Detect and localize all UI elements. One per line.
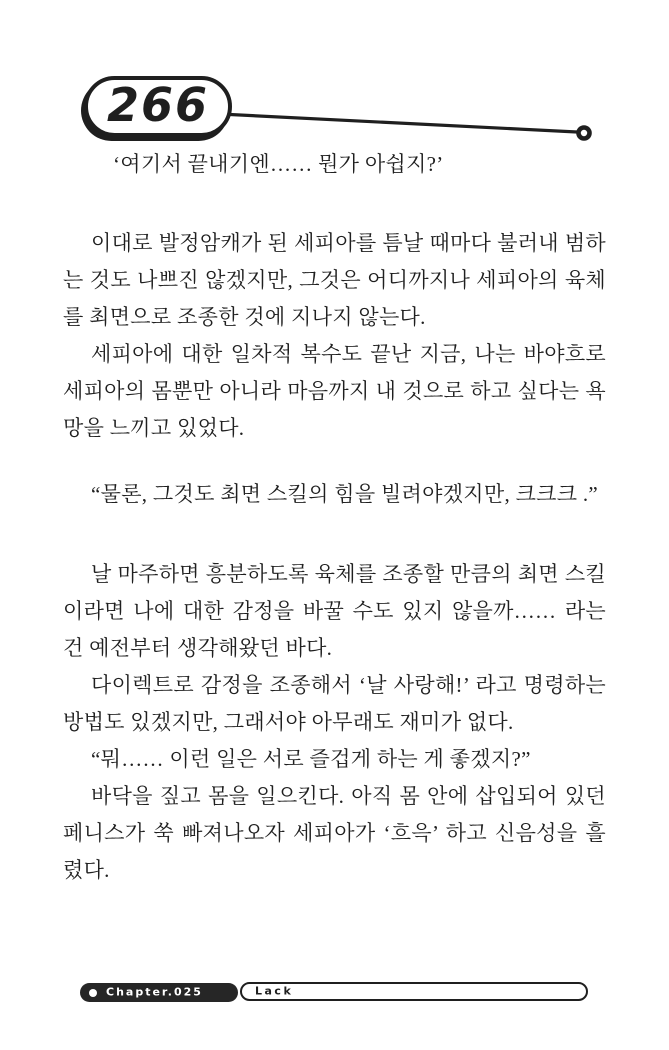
page-number: 266: [106, 77, 210, 132]
paragraph: 바닥을 짚고 몸을 일으킨다. 아직 몸 안에 삽입되어 있던 페니스가 쑥 빠져나오자 세피아가 ‘흐윽’ 하고 신음성을 흘렸다.: [63, 784, 606, 882]
paragraph: 날 마주하면 흥분하도록 육체를 조종할 만큼의 최면 스킬이라면 나에 대한 감정을 바꿀 수도 있지 않을까…… 라는 건 예전부터 생각해왔던 바다.: [63, 562, 606, 660]
paragraph-dialogue: “물론, 그것도 최면 스킬의 힘을 빌려야겠지만, 크크크 .”: [91, 482, 599, 506]
book-label: Lack: [255, 984, 294, 998]
paragraph: 세피아에 대한 일차적 복수도 끝난 지금, 나는 바야흐로 세피아의 몸뿐만 아니라 마음까지 내 것으로 하고 싶다는 욕망을 느끼고 있었다.: [63, 342, 606, 440]
header-rule-line: [200, 113, 577, 132]
chapter-label: Chapter.025: [106, 985, 203, 999]
footer-book-pill: [240, 982, 588, 1001]
paragraph-dialogue: “뭐…… 이런 일은 서로 즐겁게 하는 게 좋겠지?”: [91, 747, 531, 771]
body-text: [63, 146, 606, 889]
header-rule-end-dot-icon: [579, 128, 590, 139]
paragraph: 이대로 발정암캐가 된 세피아를 틈날 때마다 불러내 범하는 것도 나쁘진 않겠지만, 그것은 어디까지나 세피아의 육체를 최면으로 조종한 것에 지나지 않는다.: [63, 231, 606, 329]
paragraph: 다이렉트로 감정을 조종해서 ‘날 사랑해!’ 라고 명령하는 방법도 있겠지만, 그래서야 아무래도 재미가 없다.: [63, 673, 606, 734]
footer-chapter-pill: [80, 983, 238, 1002]
page-number-badge: [84, 76, 232, 137]
bullet-dot-icon: [89, 989, 97, 997]
quote-line: ‘여기서 끝내기엔…… 뭔가 아쉽지?’: [113, 152, 444, 176]
